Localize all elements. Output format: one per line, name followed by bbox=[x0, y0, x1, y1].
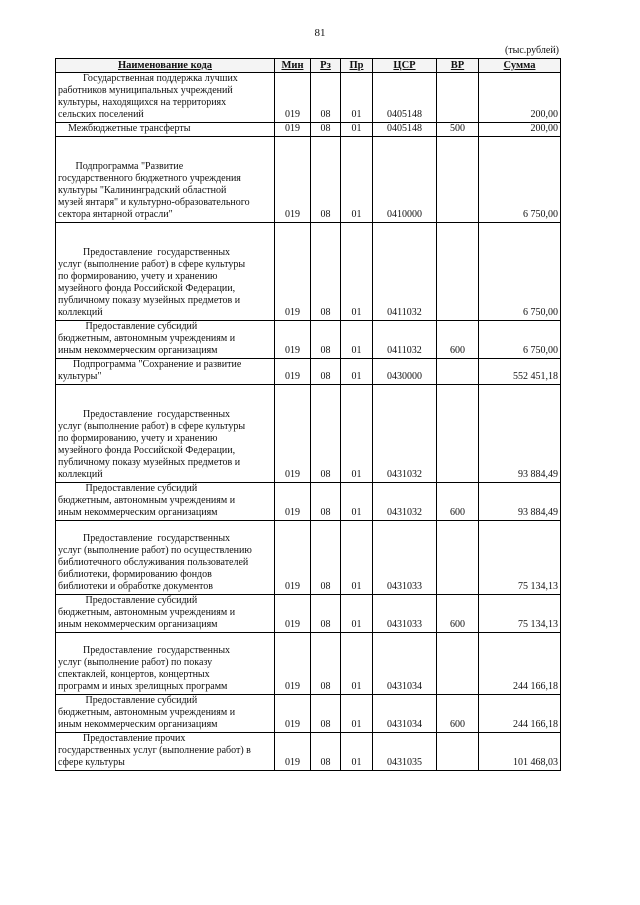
row-min: 019 bbox=[275, 733, 311, 771]
row-name: Государственная поддержка лучших работников муниципальных учреждений культуры, находящихся на территориях сельских поселений bbox=[56, 73, 275, 123]
row-min: 019 bbox=[275, 73, 311, 123]
row-pr: 01 bbox=[341, 521, 373, 595]
table-row bbox=[56, 633, 561, 695]
row-rz: 08 bbox=[311, 385, 341, 483]
row-rz: 08 bbox=[311, 223, 341, 321]
row-vr bbox=[437, 385, 479, 483]
row-csr: 0431033 bbox=[373, 521, 437, 595]
row-vr: 600 bbox=[437, 595, 479, 633]
row-sum: 200,00 bbox=[479, 73, 561, 123]
row-sum: 200,00 bbox=[479, 123, 561, 137]
row-rz: 08 bbox=[311, 321, 341, 359]
units-label: (тыс.рублей) bbox=[504, 45, 559, 56]
row-pr: 01 bbox=[341, 633, 373, 695]
row-vr bbox=[437, 223, 479, 321]
row-name: Предоставление субсидий бюджетным, автономным учреждениям и иным некоммерческим организациям bbox=[56, 483, 275, 521]
row-rz: 08 bbox=[311, 595, 341, 633]
table-row bbox=[56, 483, 561, 521]
header-vr: ВР bbox=[437, 59, 479, 73]
table-row bbox=[56, 733, 561, 771]
row-pr: 01 bbox=[341, 595, 373, 633]
row-rz: 08 bbox=[311, 521, 341, 595]
row-csr: 0431032 bbox=[373, 483, 437, 521]
table-row bbox=[56, 595, 561, 633]
row-csr: 0431033 bbox=[373, 595, 437, 633]
row-csr: 0410000 bbox=[373, 137, 437, 223]
row-min: 019 bbox=[275, 137, 311, 223]
row-vr: 600 bbox=[437, 695, 479, 733]
row-pr: 01 bbox=[341, 223, 373, 321]
row-vr: 600 bbox=[437, 321, 479, 359]
row-sum: 75 134,13 bbox=[479, 521, 561, 595]
table-row bbox=[56, 123, 561, 137]
row-sum: 93 884,49 bbox=[479, 385, 561, 483]
row-rz: 08 bbox=[311, 359, 341, 385]
header-csr: ЦСР bbox=[373, 59, 437, 73]
row-min: 019 bbox=[275, 483, 311, 521]
row-pr: 01 bbox=[341, 483, 373, 521]
row-vr bbox=[437, 521, 479, 595]
row-rz: 08 bbox=[311, 73, 341, 123]
header-rz: Рз bbox=[311, 59, 341, 73]
row-name: Межбюджетные трансферты bbox=[56, 123, 275, 137]
row-csr: 0411032 bbox=[373, 223, 437, 321]
row-min: 019 bbox=[275, 321, 311, 359]
row-name: Предоставление государственных услуг (выполнение работ) по осуществлению библиотечного обслуживания пользователей библиотеки, формированию фондов библиотеки и обработке документов bbox=[56, 521, 275, 595]
row-pr: 01 bbox=[341, 359, 373, 385]
table-header-row bbox=[56, 59, 561, 73]
row-min: 019 bbox=[275, 385, 311, 483]
budget-table bbox=[55, 58, 561, 771]
row-sum: 75 134,13 bbox=[479, 595, 561, 633]
row-pr: 01 bbox=[341, 385, 373, 483]
row-name: Предоставление субсидий бюджетным, автономным учреждениям и иным некоммерческим организациям bbox=[56, 695, 275, 733]
row-min: 019 bbox=[275, 359, 311, 385]
row-sum: 6 750,00 bbox=[479, 137, 561, 223]
row-sum: 244 166,18 bbox=[479, 633, 561, 695]
row-min: 019 bbox=[275, 123, 311, 137]
row-name: Предоставление субсидий бюджетным, автономным учреждениям и иным некоммерческим организациям bbox=[56, 595, 275, 633]
row-name: Предоставление субсидий бюджетным, автономным учреждениям и иным некоммерческим организациям bbox=[56, 321, 275, 359]
row-pr: 01 bbox=[341, 695, 373, 733]
row-name: Подпрограмма "Сохранение и развитие культуры" bbox=[56, 359, 275, 385]
row-name: Подпрограмма "Развитие государственного бюджетного учреждения культуры "Калининградский областной музей янтаря" и культурно-образовательного сектора янтарной отрасли" bbox=[56, 137, 275, 223]
row-min: 019 bbox=[275, 695, 311, 733]
row-vr: 500 bbox=[437, 123, 479, 137]
row-min: 019 bbox=[275, 521, 311, 595]
row-csr: 0405148 bbox=[373, 123, 437, 137]
row-vr bbox=[437, 633, 479, 695]
table-row bbox=[56, 385, 561, 483]
table-row bbox=[56, 137, 561, 223]
row-name: Предоставление прочих государственных услуг (выполнение работ) в сфере культуры bbox=[56, 733, 275, 771]
table-row bbox=[56, 321, 561, 359]
row-rz: 08 bbox=[311, 137, 341, 223]
row-min: 019 bbox=[275, 633, 311, 695]
row-rz: 08 bbox=[311, 633, 341, 695]
table-row bbox=[56, 521, 561, 595]
row-csr: 0431034 bbox=[373, 695, 437, 733]
row-sum: 101 468,03 bbox=[479, 733, 561, 771]
row-vr bbox=[437, 137, 479, 223]
header-name: Наименование кода bbox=[56, 59, 275, 73]
row-pr: 01 bbox=[341, 321, 373, 359]
row-rz: 08 bbox=[311, 733, 341, 771]
row-pr: 01 bbox=[341, 733, 373, 771]
row-sum: 6 750,00 bbox=[479, 321, 561, 359]
row-csr: 0430000 bbox=[373, 359, 437, 385]
row-pr: 01 bbox=[341, 73, 373, 123]
header-sum: Сумма bbox=[479, 59, 561, 73]
table-row bbox=[56, 223, 561, 321]
header-pr: Пр bbox=[341, 59, 373, 73]
row-csr: 0431034 bbox=[373, 633, 437, 695]
row-csr: 0411032 bbox=[373, 321, 437, 359]
page-number: 81 bbox=[314, 27, 326, 39]
row-sum: 552 451,18 bbox=[479, 359, 561, 385]
row-pr: 01 bbox=[341, 137, 373, 223]
row-sum: 6 750,00 bbox=[479, 223, 561, 321]
row-vr bbox=[437, 73, 479, 123]
row-rz: 08 bbox=[311, 695, 341, 733]
row-csr: 0431032 bbox=[373, 385, 437, 483]
row-sum: 93 884,49 bbox=[479, 483, 561, 521]
row-name: Предоставление государственных услуг (выполнение работ) в сфере культуры по формированию, учету и хранению музейного фонда Российской Федерации, публичному показу музейных предметов и коллекций bbox=[56, 223, 275, 321]
row-name: Предоставление государственных услуг (выполнение работ) по показу спектаклей, концертов, концертных программ и иных зрелищных программ bbox=[56, 633, 275, 695]
header-min: Мин bbox=[275, 59, 311, 73]
row-min: 019 bbox=[275, 595, 311, 633]
row-min: 019 bbox=[275, 223, 311, 321]
row-name: Предоставление государственных услуг (выполнение работ) в сфере культуры по формированию, учету и хранению музейного фонда Российской Федерации, публичному показу музейных предметов и коллекций bbox=[56, 385, 275, 483]
row-vr: 600 bbox=[437, 483, 479, 521]
table-row bbox=[56, 695, 561, 733]
row-sum: 244 166,18 bbox=[479, 695, 561, 733]
row-pr: 01 bbox=[341, 123, 373, 137]
table-row bbox=[56, 359, 561, 385]
row-rz: 08 bbox=[311, 483, 341, 521]
row-rz: 08 bbox=[311, 123, 341, 137]
row-vr bbox=[437, 733, 479, 771]
row-csr: 0431035 bbox=[373, 733, 437, 771]
table-row bbox=[56, 73, 561, 123]
row-csr: 0405148 bbox=[373, 73, 437, 123]
row-vr bbox=[437, 359, 479, 385]
